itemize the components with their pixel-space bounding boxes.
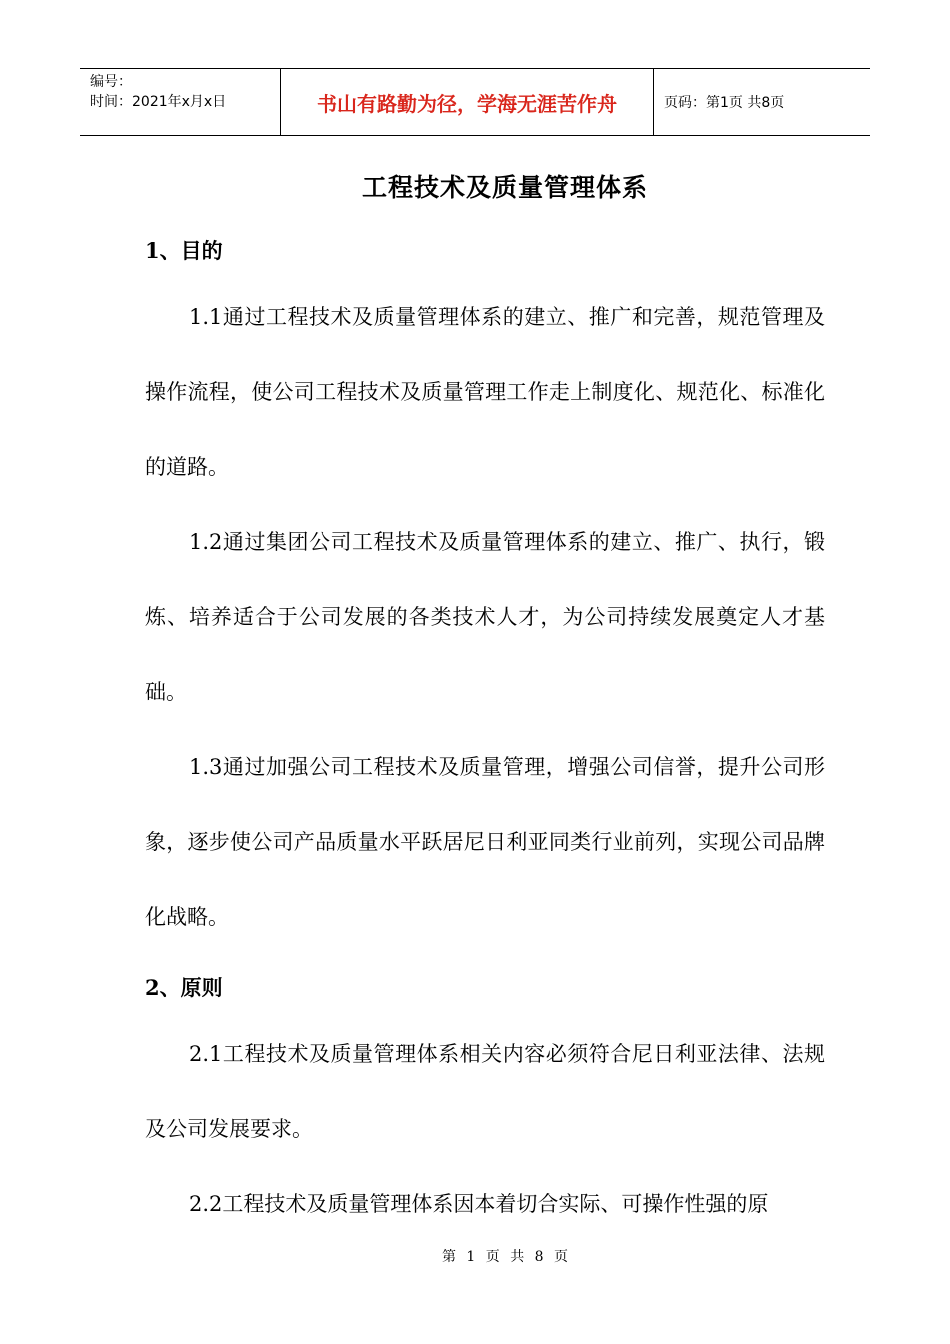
section-heading: 1、目的 xyxy=(145,238,223,263)
page-footer: 第 1 页 共 8 页 xyxy=(441,1249,569,1265)
paragraph-group xyxy=(145,280,825,955)
paragraph: 2.2工程技术及质量管理体系因本着切合实际、可操作性强的原 xyxy=(189,1192,769,1216)
section-principles xyxy=(145,969,825,1242)
section-purpose xyxy=(145,232,825,955)
paragraph: 1.1通过工程技术及质量管理体系的建立、推广和完善，规范管理及操作流程，使公司工程技术及质量管理工作走上制度化、规范化、标准化的道路。 xyxy=(145,305,825,479)
paragraph-group xyxy=(145,1017,825,1242)
header-motto: 书山有路勤为径，学海无涯苦作舟 xyxy=(281,69,654,135)
paragraph: 1.3通过加强公司工程技术及质量管理，增强公司信誉，提升公司形象，逐步使公司产品质量水平跃居尼日利亚同类行业前列，实现公司品牌化战略。 xyxy=(145,755,825,929)
section-heading: 2、原则 xyxy=(145,975,223,1000)
document-title: 工程技术及质量管理体系 xyxy=(361,173,648,202)
paragraph: 2.1工程技术及质量管理体系相关内容必须符合尼日利亚法律、法规及公司发展要求。 xyxy=(145,1042,825,1141)
document-body xyxy=(145,232,825,1242)
document-date: 时间：2021年x月x日 xyxy=(90,94,227,110)
header-meta-cell xyxy=(80,69,281,135)
header-page-info: 页码：第1页 共8页 xyxy=(664,95,785,111)
document-number-label: 编号： xyxy=(90,74,132,90)
page-header xyxy=(80,68,870,136)
paragraph: 1.2通过集团公司工程技术及质量管理体系的建立、推广、执行，锻炼、培养适合于公司发展的各类技术人才，为公司持续发展奠定人才基础。 xyxy=(145,530,825,704)
